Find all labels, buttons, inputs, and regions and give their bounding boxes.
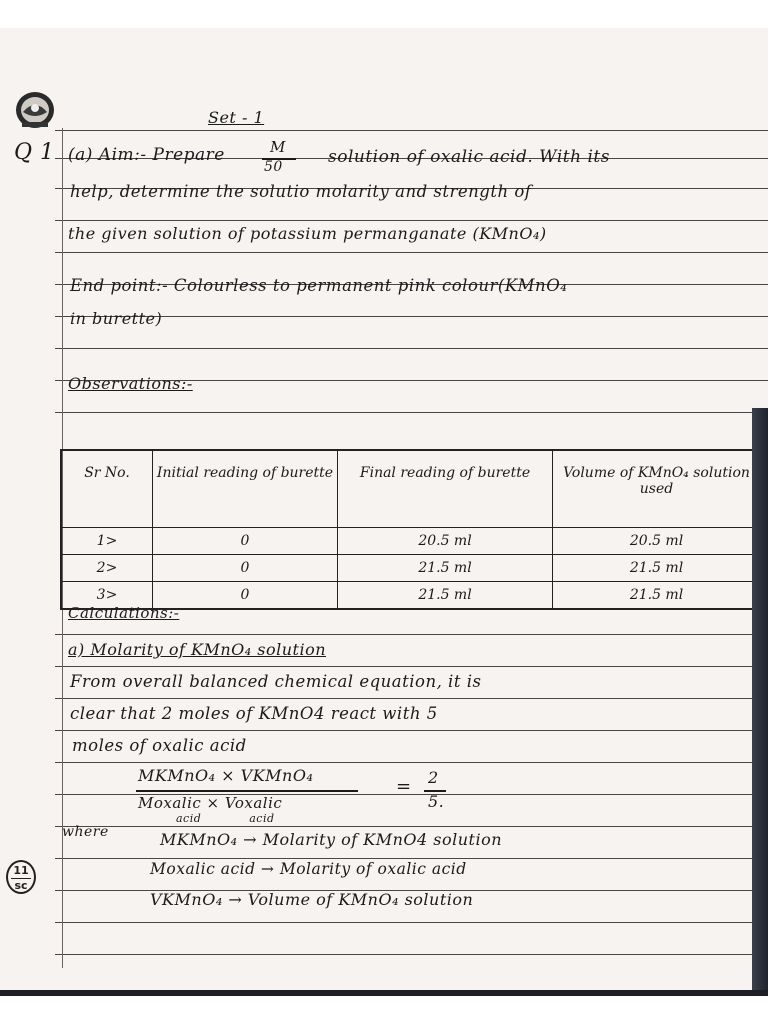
end-point-line1: End point:- Colourless to permanent pink colour(KMnO₄ bbox=[70, 276, 568, 295]
cell-sr-no: 3> bbox=[61, 582, 153, 610]
cell-final: 21.5 ml bbox=[338, 582, 553, 610]
ruled-line bbox=[55, 130, 768, 131]
equation-denominator-subscript: acid acid bbox=[176, 812, 275, 825]
header-initial-reading: Initial reading of burette bbox=[153, 450, 338, 528]
equation-numerator: MKMnO₄ × VKMnO₄ bbox=[138, 766, 314, 785]
notebook-page bbox=[0, 28, 768, 996]
ruled-line bbox=[55, 954, 768, 955]
cell-initial: 0 bbox=[153, 582, 338, 610]
where-line1: MKMnO₄ → Molarity of KMnO4 solution bbox=[160, 830, 503, 849]
ruled-line bbox=[55, 634, 768, 635]
cell-final: 21.5 ml bbox=[338, 555, 553, 582]
cell-volume: 20.5 ml bbox=[553, 528, 762, 555]
where-line3: VKMnO₄ → Volume of KMnO₄ solution bbox=[150, 890, 474, 909]
equation-rhs-denominator: 5. bbox=[428, 792, 445, 811]
cell-final: 20.5 ml bbox=[338, 528, 553, 555]
cell-initial: 0 bbox=[153, 555, 338, 582]
page-edge-shadow bbox=[752, 408, 768, 996]
cell-volume: 21.5 ml bbox=[553, 582, 762, 610]
equation-rhs-numerator: 2 bbox=[428, 768, 439, 787]
cell-sr-no: 1> bbox=[61, 528, 153, 555]
table-header-row bbox=[61, 450, 761, 528]
calc-line3: moles of oxalic acid bbox=[72, 736, 247, 755]
badge-bottom-text: sc bbox=[14, 879, 28, 892]
cell-sr-no: 2> bbox=[61, 555, 153, 582]
aim-line3: the given solution of potassium permanganate (KMnO₄) bbox=[68, 224, 547, 243]
header-final-reading: Final reading of burette bbox=[338, 450, 553, 528]
cell-volume: 21.5 ml bbox=[553, 555, 762, 582]
where-line2: Moxalic acid → Molarity of oxalic acid bbox=[150, 860, 467, 878]
ruled-line bbox=[55, 220, 768, 221]
equation-denominator: Moxalic × Voxalic bbox=[138, 794, 283, 812]
ruled-line bbox=[55, 348, 768, 349]
school-logo-icon bbox=[14, 86, 56, 130]
question-label: Q 1 bbox=[14, 140, 55, 165]
badge-top-text: 11 bbox=[13, 864, 29, 877]
page-number-badge bbox=[6, 860, 36, 894]
aim-fraction-denominator: 50 bbox=[264, 159, 283, 175]
observations-table bbox=[60, 449, 762, 610]
equation-equals-sign: = bbox=[396, 776, 412, 797]
observations-heading: Observations:- bbox=[68, 374, 193, 393]
aim-line1-b: solution of oxalic acid. With its bbox=[328, 147, 610, 167]
where-label: where bbox=[62, 824, 109, 840]
ruled-line bbox=[55, 730, 768, 731]
table-row bbox=[61, 528, 761, 555]
header-sr-no: Sr No. bbox=[61, 450, 153, 528]
ruled-line bbox=[55, 666, 768, 667]
aim-line1-a: (a) Aim:- Prepare bbox=[68, 145, 225, 165]
calculations-subheading-a: a) Molarity of KMnO₄ solution bbox=[68, 640, 327, 659]
set-title: Set - 1 bbox=[208, 108, 265, 127]
aim-line2: help, determine the solutio molarity and strength of bbox=[70, 182, 532, 201]
header-volume-used: Volume of KMnO₄ solution used bbox=[553, 450, 762, 528]
equation-fraction-bar bbox=[136, 790, 358, 792]
ruled-line bbox=[55, 826, 768, 827]
calculations-heading: Calculations:- bbox=[68, 604, 180, 622]
cell-initial: 0 bbox=[153, 528, 338, 555]
ruled-line bbox=[55, 412, 768, 413]
bottom-shadow bbox=[0, 990, 768, 996]
ruled-line bbox=[55, 922, 768, 923]
aim-fraction-numerator: M bbox=[270, 138, 286, 156]
ruled-line bbox=[55, 762, 768, 763]
table-row bbox=[61, 555, 761, 582]
ruled-line bbox=[55, 858, 768, 859]
ruled-line bbox=[55, 252, 768, 253]
calc-line2: clear that 2 moles of KMnO4 react with 5 bbox=[70, 704, 438, 723]
end-point-line2: in burette) bbox=[70, 309, 163, 328]
ruled-line bbox=[55, 698, 768, 699]
calc-line1: From overall balanced chemical equation, it is bbox=[70, 672, 482, 691]
